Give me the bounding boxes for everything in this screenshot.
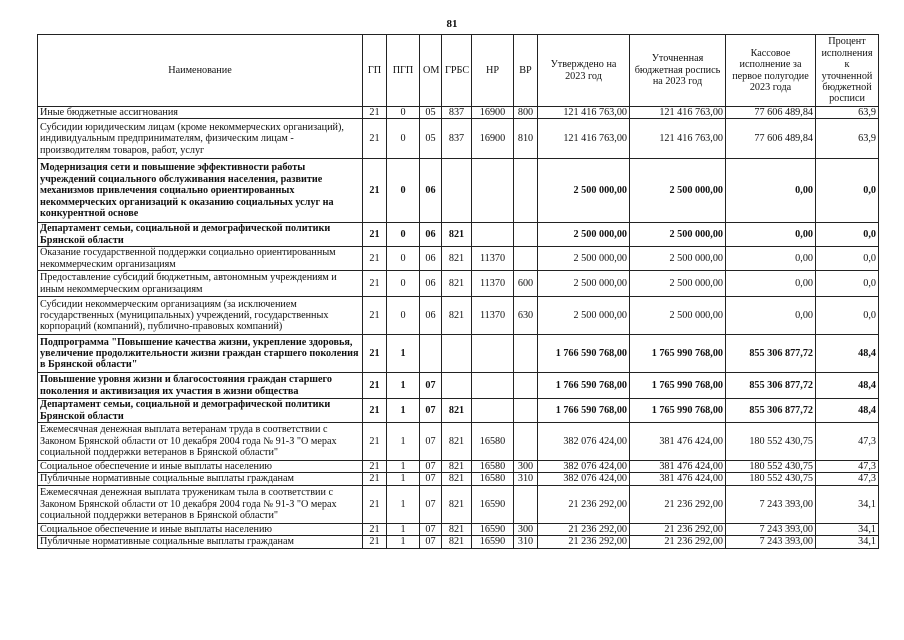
cell-grbs: 821: [442, 297, 472, 335]
cell-np: 16900: [472, 119, 514, 159]
cell-refined: 1 765 990 768,00: [630, 399, 726, 423]
cell-vr: [514, 399, 538, 423]
cell-cash: 0,00: [726, 247, 816, 271]
cell-om: 07: [420, 373, 442, 399]
cell-vr: 600: [514, 271, 538, 297]
cell-vr: [514, 247, 538, 271]
cell-refined: 121 416 763,00: [630, 119, 726, 159]
cell-cash: 7 243 393,00: [726, 523, 816, 535]
cell-ppgp: 1: [387, 373, 420, 399]
row-name: Субсидии юридическим лицам (кроме некоммерческих организаций), индивидуальным предпринимателям, физическим лицам - производителям товаров, работ, услуг: [38, 119, 363, 159]
cell-om: 06: [420, 159, 442, 223]
header-np: НР: [472, 35, 514, 107]
cell-ppgp: 1: [387, 461, 420, 473]
cell-gp: 21: [363, 107, 387, 119]
budget-table: [37, 34, 879, 549]
cell-cash: 180 552 430,75: [726, 473, 816, 485]
cell-ppgp: 1: [387, 523, 420, 535]
cell-vr: 300: [514, 523, 538, 535]
cell-cash: 855 306 877,72: [726, 399, 816, 423]
cell-percent: 48,4: [816, 399, 879, 423]
cell-cash: 180 552 430,75: [726, 423, 816, 461]
cell-refined: 381 476 424,00: [630, 423, 726, 461]
cell-refined: 381 476 424,00: [630, 461, 726, 473]
cell-np: [472, 373, 514, 399]
table-row: [38, 247, 879, 271]
cell-cash: 855 306 877,72: [726, 335, 816, 373]
cell-np: 16580: [472, 423, 514, 461]
cell-ppgp: 0: [387, 223, 420, 247]
cell-gp: 21: [363, 461, 387, 473]
row-name: Предоставление субсидий бюджетным, автономным учреждениям и иным некоммерческим организациям: [38, 271, 363, 297]
cell-gp: 21: [363, 473, 387, 485]
row-name: Подпрограмма "Повышение качества жизни, укрепление здоровья, увеличение продолжительности жизни граждан старшего поколения в Брянской области": [38, 335, 363, 373]
cell-approved: 121 416 763,00: [538, 119, 630, 159]
table-row: [38, 271, 879, 297]
cell-vr: 800: [514, 107, 538, 119]
cell-ppgp: 0: [387, 119, 420, 159]
cell-om: 07: [420, 461, 442, 473]
cell-om: 06: [420, 297, 442, 335]
cell-grbs: [442, 159, 472, 223]
cell-gp: 21: [363, 271, 387, 297]
cell-grbs: 821: [442, 523, 472, 535]
row-name: Оказание государственной поддержки социально ориентированным некоммерческим организациям: [38, 247, 363, 271]
cell-gp: 21: [363, 247, 387, 271]
cell-approved: 382 076 424,00: [538, 461, 630, 473]
cell-ppgp: 1: [387, 335, 420, 373]
row-name: Социальное обеспечение и иные выплаты населению: [38, 461, 363, 473]
cell-cash: 180 552 430,75: [726, 461, 816, 473]
cell-cash: 7 243 393,00: [726, 536, 816, 548]
cell-grbs: 821: [442, 473, 472, 485]
table-row: [38, 523, 879, 535]
cell-gp: 21: [363, 423, 387, 461]
cell-grbs: [442, 373, 472, 399]
table-row: [38, 223, 879, 247]
cell-np: [472, 223, 514, 247]
cell-np: [472, 399, 514, 423]
cell-gp: 21: [363, 373, 387, 399]
cell-refined: 21 236 292,00: [630, 536, 726, 548]
cell-np: 16580: [472, 473, 514, 485]
cell-om: 07: [420, 536, 442, 548]
header-grbs: ГРБС: [442, 35, 472, 107]
cell-percent: 47,3: [816, 461, 879, 473]
cell-ppgp: 1: [387, 423, 420, 461]
cell-ppgp: 1: [387, 473, 420, 485]
header-refined: Уточненная бюджетная роспись на 2023 год: [630, 35, 726, 107]
header-name: Наименование: [38, 35, 363, 107]
cell-percent: 0,0: [816, 159, 879, 223]
header-vr: ВР: [514, 35, 538, 107]
cell-np: 16590: [472, 485, 514, 523]
cell-cash: 855 306 877,72: [726, 373, 816, 399]
cell-om: 05: [420, 119, 442, 159]
cell-np: 11370: [472, 247, 514, 271]
cell-grbs: 821: [442, 423, 472, 461]
cell-np: [472, 335, 514, 373]
cell-grbs: 821: [442, 223, 472, 247]
cell-cash: 0,00: [726, 159, 816, 223]
cell-np: 16590: [472, 523, 514, 535]
cell-vr: 310: [514, 473, 538, 485]
row-name: Повышение уровня жизни и благосостояния граждан старшего поколения и активизация их участия в жизни общества: [38, 373, 363, 399]
row-name: Модернизация сети и повышение эффективности работы учреждений социального обслуживания населения, развитие механизмов привлечения социально ориентированных некоммерческих организаций к оказанию социальных услуг на конкурентной основе: [38, 159, 363, 223]
header-row: [38, 35, 879, 107]
cell-refined: 2 500 000,00: [630, 159, 726, 223]
cell-refined: 121 416 763,00: [630, 107, 726, 119]
cell-np: 11370: [472, 271, 514, 297]
cell-grbs: 821: [442, 399, 472, 423]
cell-ppgp: 1: [387, 485, 420, 523]
cell-np: 16590: [472, 536, 514, 548]
cell-om: 07: [420, 423, 442, 461]
cell-percent: 0,0: [816, 297, 879, 335]
cell-approved: 21 236 292,00: [538, 485, 630, 523]
cell-vr: [514, 373, 538, 399]
cell-ppgp: 0: [387, 271, 420, 297]
cell-percent: 0,0: [816, 247, 879, 271]
row-name: Публичные нормативные социальные выплаты гражданам: [38, 536, 363, 548]
cell-refined: 1 765 990 768,00: [630, 373, 726, 399]
cell-approved: 2 500 000,00: [538, 297, 630, 335]
table-row: [38, 536, 879, 548]
cell-ppgp: 1: [387, 399, 420, 423]
cell-cash: 0,00: [726, 223, 816, 247]
cell-approved: 2 500 000,00: [538, 271, 630, 297]
table-row: [38, 335, 879, 373]
cell-grbs: 821: [442, 271, 472, 297]
cell-vr: [514, 423, 538, 461]
cell-percent: 0,0: [816, 271, 879, 297]
row-name: Социальное обеспечение и иные выплаты населению: [38, 523, 363, 535]
cell-refined: 21 236 292,00: [630, 485, 726, 523]
cell-percent: 0,0: [816, 223, 879, 247]
cell-refined: 381 476 424,00: [630, 473, 726, 485]
cell-gp: 21: [363, 523, 387, 535]
table-row: [38, 485, 879, 523]
cell-approved: 121 416 763,00: [538, 107, 630, 119]
cell-cash: 77 606 489,84: [726, 107, 816, 119]
cell-ppgp: 0: [387, 159, 420, 223]
cell-gp: 21: [363, 297, 387, 335]
cell-cash: 77 606 489,84: [726, 119, 816, 159]
row-name: Иные бюджетные ассигнования: [38, 107, 363, 119]
cell-ppgp: 0: [387, 247, 420, 271]
header-percent: Процент исполнения к уточненной бюджетной росписи: [816, 35, 879, 107]
cell-approved: 1 766 590 768,00: [538, 373, 630, 399]
cell-om: 06: [420, 271, 442, 297]
cell-grbs: 837: [442, 119, 472, 159]
cell-approved: 1 766 590 768,00: [538, 335, 630, 373]
cell-percent: 47,3: [816, 473, 879, 485]
cell-np: 16900: [472, 107, 514, 119]
cell-om: [420, 335, 442, 373]
row-name: Субсидии некоммерческим организациям (за исключением государственных (муниципальных) учреждений, государственных корпораций (компаний), публично-правовых компаний): [38, 297, 363, 335]
header-approved: Утверждено на 2023 год: [538, 35, 630, 107]
cell-grbs: [442, 335, 472, 373]
cell-refined: 2 500 000,00: [630, 297, 726, 335]
cell-gp: 21: [363, 119, 387, 159]
cell-grbs: 821: [442, 536, 472, 548]
cell-approved: 2 500 000,00: [538, 223, 630, 247]
cell-np: 16580: [472, 461, 514, 473]
header-gp: ГП: [363, 35, 387, 107]
table-row: [38, 373, 879, 399]
cell-percent: 48,4: [816, 373, 879, 399]
cell-percent: 34,1: [816, 485, 879, 523]
cell-percent: 47,3: [816, 423, 879, 461]
header-ppgp: ПГП: [387, 35, 420, 107]
row-name: Департамент семьи, социальной и демографической политики Брянской области: [38, 399, 363, 423]
cell-gp: 21: [363, 159, 387, 223]
cell-om: 07: [420, 399, 442, 423]
table-row: [38, 473, 879, 485]
cell-approved: 2 500 000,00: [538, 159, 630, 223]
cell-refined: 2 500 000,00: [630, 223, 726, 247]
row-name: Ежемесячная денежная выплата ветеранам труда в соответствии с Законом Брянской области от 10 декабря 2004 года № 91-З "О мерах социальной поддержки ветеранов в Брянской области": [38, 423, 363, 461]
cell-vr: 630: [514, 297, 538, 335]
cell-om: 07: [420, 523, 442, 535]
cell-np: [472, 159, 514, 223]
row-name: Департамент семьи, социальной и демографической политики Брянской области: [38, 223, 363, 247]
cell-refined: 2 500 000,00: [630, 247, 726, 271]
cell-vr: [514, 485, 538, 523]
cell-gp: 21: [363, 399, 387, 423]
cell-refined: 1 765 990 768,00: [630, 335, 726, 373]
cell-om: 05: [420, 107, 442, 119]
cell-ppgp: 0: [387, 297, 420, 335]
page-number: 81: [446, 18, 458, 30]
row-name: Публичные нормативные социальные выплаты гражданам: [38, 473, 363, 485]
table-row: [38, 423, 879, 461]
cell-percent: 63,9: [816, 119, 879, 159]
cell-ppgp: 1: [387, 536, 420, 548]
cell-grbs: 821: [442, 485, 472, 523]
cell-approved: 382 076 424,00: [538, 473, 630, 485]
cell-np: 11370: [472, 297, 514, 335]
cell-cash: 7 243 393,00: [726, 485, 816, 523]
cell-approved: 1 766 590 768,00: [538, 399, 630, 423]
header-om: ОМ: [420, 35, 442, 107]
cell-ppgp: 0: [387, 107, 420, 119]
header-cash: Кассовое исполнение за первое полугодие 2023 года: [726, 35, 816, 107]
cell-gp: 21: [363, 485, 387, 523]
cell-grbs: 821: [442, 461, 472, 473]
cell-vr: 300: [514, 461, 538, 473]
cell-vr: [514, 335, 538, 373]
cell-cash: 0,00: [726, 297, 816, 335]
cell-approved: 382 076 424,00: [538, 423, 630, 461]
cell-vr: 810: [514, 119, 538, 159]
cell-gp: 21: [363, 335, 387, 373]
cell-om: 06: [420, 247, 442, 271]
table-row: [38, 107, 879, 119]
cell-grbs: 837: [442, 107, 472, 119]
table-row: [38, 461, 879, 473]
table-row: [38, 399, 879, 423]
cell-approved: 21 236 292,00: [538, 536, 630, 548]
cell-gp: 21: [363, 223, 387, 247]
row-name: Ежемесячная денежная выплата труженикам тыла в соответствии с Законом Брянской области от 10 декабря 2004 года № 91-З "О мерах социальной поддержки ветеранов в Брянской области": [38, 485, 363, 523]
cell-refined: 21 236 292,00: [630, 523, 726, 535]
cell-om: 06: [420, 223, 442, 247]
cell-grbs: 821: [442, 247, 472, 271]
cell-percent: 63,9: [816, 107, 879, 119]
cell-vr: 310: [514, 536, 538, 548]
cell-om: 07: [420, 473, 442, 485]
table-row: [38, 297, 879, 335]
cell-om: 07: [420, 485, 442, 523]
cell-approved: 2 500 000,00: [538, 247, 630, 271]
cell-gp: 21: [363, 536, 387, 548]
cell-vr: [514, 159, 538, 223]
cell-refined: 2 500 000,00: [630, 271, 726, 297]
cell-percent: 34,1: [816, 523, 879, 535]
cell-vr: [514, 223, 538, 247]
cell-percent: 34,1: [816, 536, 879, 548]
table-row: [38, 119, 879, 159]
cell-cash: 0,00: [726, 271, 816, 297]
cell-approved: 21 236 292,00: [538, 523, 630, 535]
table-row: [38, 159, 879, 223]
cell-percent: 48,4: [816, 335, 879, 373]
